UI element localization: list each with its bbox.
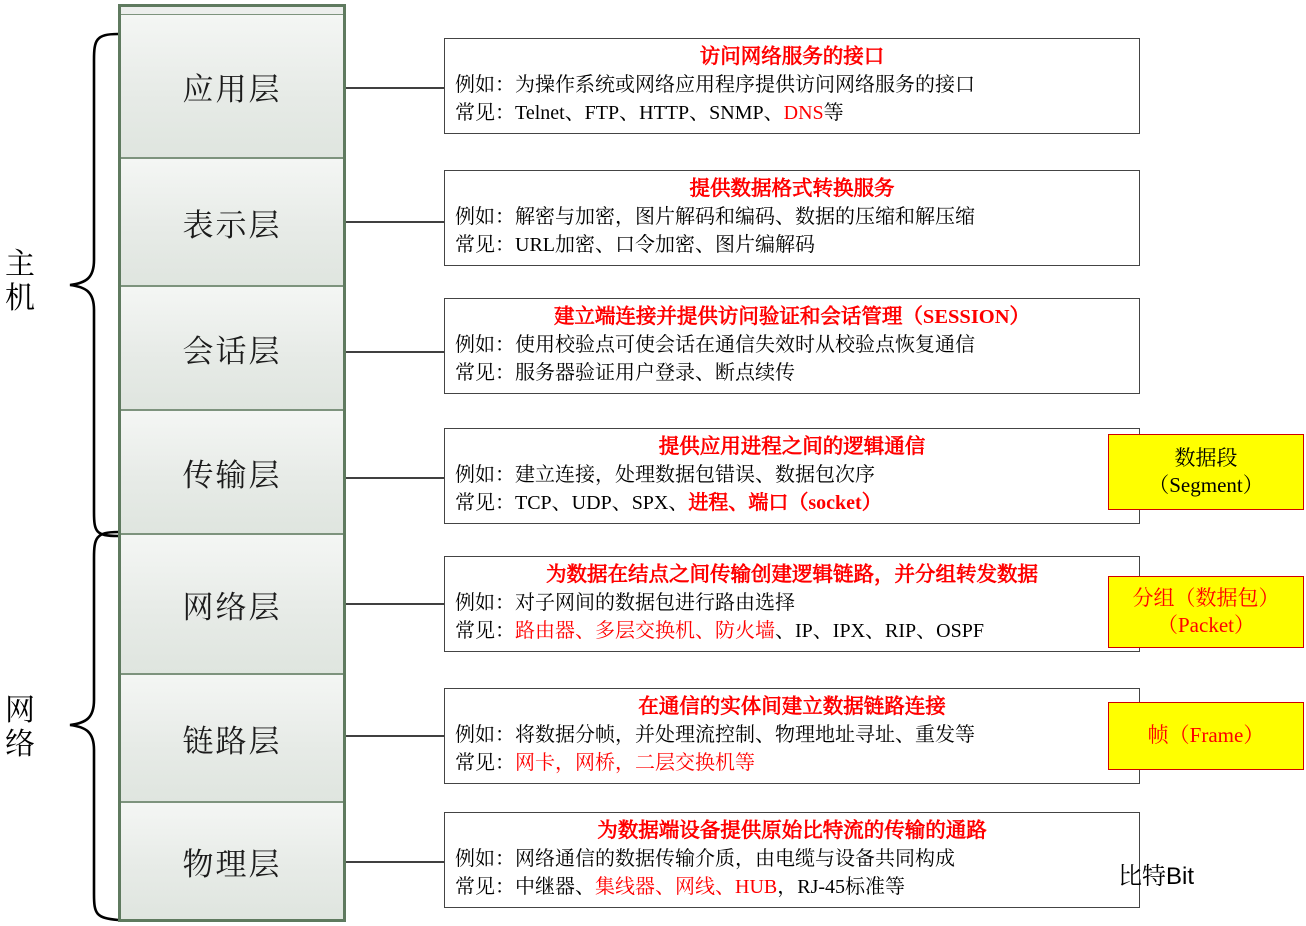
desc-common-label: 常见： [455, 233, 515, 256]
desc-example-label: 例如： [455, 206, 515, 229]
desc-common [455, 100, 1129, 128]
brace-network [56, 528, 122, 924]
desc-example [455, 846, 1129, 874]
group-label-host: 主机 [5, 248, 35, 315]
layer-label: 网络层 [182, 589, 282, 625]
desc-network [444, 556, 1140, 652]
desc-common-label: 常见： [455, 491, 515, 514]
desc-example-label: 例如： [455, 464, 515, 487]
desc-common-text: 网卡，网桥，二层交换机等 [515, 751, 755, 774]
layer-label: 物理层 [182, 846, 282, 882]
desc-example-text: 为操作系统或网络应用程序提供访问网络服务的接口 [515, 74, 975, 97]
desc-presentation [444, 170, 1140, 266]
desc-title: 为数据端设备提供原始比特流的传输的通路 [597, 820, 987, 842]
desc-example-text: 将数据分帧，并处理流控制、物理地址寻址、重发等 [515, 724, 975, 747]
desc-example [455, 332, 1129, 360]
brace-host [56, 30, 122, 540]
pdu-line2: （Packet） [1157, 613, 1255, 637]
layer-presentation[interactable] [118, 158, 346, 286]
desc-common [455, 360, 1129, 388]
layer-application[interactable] [118, 14, 346, 158]
desc-example [455, 204, 1129, 232]
desc-common-text: 服务器验证用户登录、断点续传 [515, 361, 795, 384]
desc-title: 为数据在结点之间传输创建逻辑链路，并分组转发数据 [546, 564, 1038, 586]
desc-example-text: 网络通信的数据传输介质，由电缆与设备共同构成 [515, 848, 955, 871]
desc-common-text: Telnet、FTP、HTTP、SNMP、DNS等 [515, 101, 844, 124]
pdu-bit [1118, 856, 1194, 891]
desc-common [455, 874, 1129, 902]
layer-physical[interactable] [118, 802, 346, 920]
desc-application [444, 38, 1140, 134]
layer-label: 链路层 [182, 723, 282, 759]
desc-session [444, 298, 1140, 394]
desc-common-label: 常见： [455, 875, 515, 898]
layer-label: 传输层 [182, 457, 282, 493]
layer-transport[interactable] [118, 410, 346, 534]
desc-example [455, 462, 1129, 490]
desc-common-label: 常见： [455, 361, 515, 384]
desc-common [455, 618, 1129, 646]
pdu-line1: 帧（Frame） [1147, 723, 1265, 748]
layer-datalink[interactable] [118, 674, 346, 802]
desc-example-label: 例如： [455, 592, 515, 615]
desc-common-label: 常见： [455, 101, 515, 124]
desc-common-text: TCP、UDP、SPX、进程、端口（socket） [515, 491, 882, 514]
desc-example-text: 建立连接，处理数据包错误、数据包次序 [515, 464, 875, 487]
pdu-line2: （Segment） [1148, 473, 1264, 497]
layer-label: 表示层 [182, 207, 282, 243]
desc-title: 在通信的实体间建立数据链路连接 [638, 696, 946, 718]
desc-common-text: 路由器、多层交换机、防火墙、IP、IPX、RIP、OSPF [515, 619, 984, 642]
layer-label: 应用层 [182, 71, 282, 107]
desc-transport [444, 428, 1140, 524]
desc-title: 访问网络服务的接口 [699, 46, 885, 68]
desc-example [455, 590, 1129, 618]
desc-common [455, 232, 1129, 260]
desc-example [455, 72, 1129, 100]
desc-example-label: 例如： [455, 74, 515, 97]
desc-datalink [444, 688, 1140, 784]
desc-common [455, 490, 1129, 518]
pdu-line1: 数据段 [1174, 445, 1238, 470]
pdu-line1: 比特Bit [1118, 863, 1195, 890]
pdu-line1: 分组（数据包） [1132, 585, 1280, 610]
desc-common [455, 750, 1129, 778]
connector-lines [344, 0, 448, 926]
desc-example-text: 对子网间的数据包进行路由选择 [515, 592, 795, 615]
desc-physical [444, 812, 1140, 908]
desc-common-text: URL加密、口令加密、图片编解码 [515, 233, 815, 256]
group-label-network: 网络 [5, 694, 35, 761]
desc-example [455, 722, 1129, 750]
desc-example-label: 例如： [455, 724, 515, 747]
pdu-frame [1108, 702, 1304, 770]
desc-title: 提供应用进程之间的逻辑通信 [658, 436, 926, 458]
desc-example-text: 使用校验点可使会话在通信失效时从校验点恢复通信 [515, 334, 975, 357]
desc-common-label: 常见： [455, 751, 515, 774]
pdu-segment [1108, 434, 1304, 510]
layer-network[interactable] [118, 534, 346, 674]
desc-common-label: 常见： [455, 619, 515, 642]
desc-common-text: 中继器、集线器、网线、HUB，RJ-45标准等 [515, 875, 906, 898]
layer-session[interactable] [118, 286, 346, 410]
desc-example-label: 例如： [455, 334, 515, 357]
desc-title: 提供数据格式转换服务 [689, 178, 895, 200]
layer-label: 会话层 [182, 333, 282, 369]
desc-example-text: 解密与加密，图片解码和编码、数据的压缩和解压缩 [515, 206, 975, 229]
desc-example-label: 例如： [455, 848, 515, 871]
desc-title: 建立端连接并提供访问验证和会话管理（SESSION） [553, 306, 1031, 328]
pdu-packet [1108, 576, 1304, 648]
